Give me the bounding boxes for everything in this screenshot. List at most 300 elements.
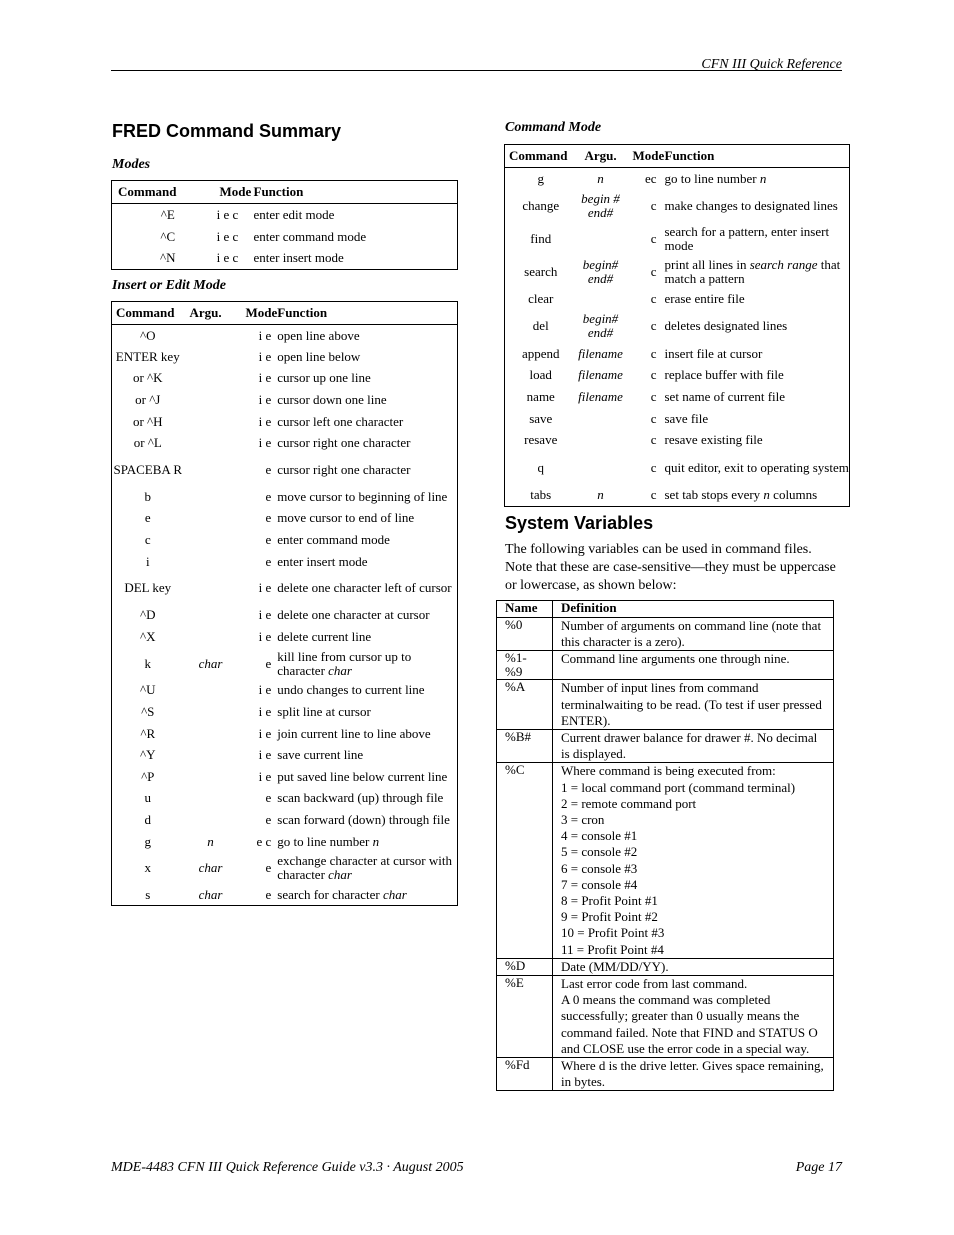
function-cell [277,680,457,702]
function-text: move cursor to beginning of line [277,488,448,504]
argument-cell [577,430,625,452]
function-arg: n [372,833,380,849]
command-cell: tabs [530,486,552,502]
mode-cell: e c [256,833,272,849]
table-row [497,1058,834,1091]
function-cell [277,454,457,486]
command-cell: clear [528,291,554,307]
table-row [112,204,458,226]
function-text: print all lines in [664,256,750,272]
table-row [505,430,850,452]
variable-definition-cell: Last error code from last command. A 0 means the command was completed successfully; greater than 0 usually means the command failed. Note that FIND and STATUS O and CLOSE use the error code in a special way. [553,976,834,1058]
argument-cell [184,788,238,810]
variable-definition-cell: Command line arguments one through nine. [553,651,834,680]
function-cell [665,222,850,255]
mode-cell: i e [258,435,272,451]
argument-cell: char [198,655,223,671]
argument-cell [184,626,238,648]
mode-cell: c [650,291,657,307]
function-cell [277,766,457,788]
command-cell: or ^J [135,392,161,408]
table-row [497,976,834,1058]
variable-definition-cell: Where command is being executed from: 1 = local command port (command terminal) 2 = remote command port 3 = cron 4 = console #1 5 = console #2 6 = console #3 7 = console #4 8 = Profit Point #1 9 = Profit Point #2 10 = Profit Point #3 11 = Profit Point #4 [553,763,834,958]
mode-cell: e [265,655,272,671]
function-cell: enter command mode [253,228,367,244]
function-arg: n [763,486,770,502]
function-cell [277,604,457,626]
mode-cell: e [265,532,272,548]
function-text: scan backward (up) through file [277,790,444,806]
table-row [112,508,458,530]
argument-cell: begin # end# [581,190,620,220]
argument-cell [184,454,238,486]
function-text: kill line from cursor up to character [277,648,412,678]
argument-cell [184,701,238,723]
function-text: set name of current file [664,389,786,405]
table-row [505,365,850,387]
function-text: put saved line below current line [277,768,448,784]
column-header: Argu. [577,145,625,168]
mode-cell: c [650,318,657,334]
argument-cell [577,288,625,310]
function-cell [277,368,457,390]
column-header: Name [497,601,553,618]
function-cell [277,648,457,680]
table-row [112,884,458,906]
function-arg: n [759,170,767,186]
command-cell: d [144,811,151,827]
function-text: join current line to line above [277,725,431,741]
mode-cell: i e c [216,228,239,244]
command-cell: ^U [140,682,156,698]
function-text: cursor down one line [277,392,387,408]
system-variables-title: System Variables [505,513,654,533]
command-cell: save [529,410,553,426]
function-text: move cursor to end of line [277,510,415,526]
table-row [497,763,834,958]
function-text: make changes to designated lines [664,197,838,213]
table-row [112,346,458,368]
function-text: split line at cursor [277,704,371,720]
function-cell [665,255,850,288]
argument-cell: n [597,170,604,186]
argument-cell [184,432,238,454]
mode-cell: i e [258,392,272,408]
mode-cell: i e [258,370,272,386]
system-variables-intro: The following variables can be used in command files. Note that these are case-sensitive—they must be uppercase or lowercase, as shown below: [505,542,836,593]
command-cell: b [144,488,151,504]
column-header: Command [112,181,204,204]
mode-cell: e [265,860,272,876]
table-header-row [505,145,850,168]
mode-cell: i e [258,580,272,596]
command-cell: SPACEBA R [113,462,183,478]
function-text: enter insert mode [277,553,368,569]
argument-cell [184,604,238,626]
argument-cell [184,346,238,368]
column-header: Function [277,302,457,325]
command-cell: ENTER key [115,348,180,364]
column-header: Mode [204,181,252,204]
argument-cell [184,325,238,347]
insert-edit-table [111,301,458,906]
function-text: enter command mode [277,532,390,548]
command-cell: i [145,553,150,569]
variable-name-cell: %D [497,958,553,975]
function-cell [277,389,457,411]
column-header: Function [252,181,458,204]
table-row [112,744,458,766]
command-cell: ^E [160,206,175,222]
command-mode-heading: Command Mode [505,120,602,135]
insert-edit-heading: Insert or Edit Mode [112,278,226,293]
footer-doc-id: MDE-4483 CFN III Quick Reference Guide v3.3 · August 2005 [111,1160,464,1175]
variable-name-cell: %E [497,976,553,1058]
command-cell: ^D [140,607,156,623]
command-cell: u [144,790,151,806]
system-variables-table [496,600,834,1091]
command-cell: s [145,886,151,902]
command-cell: name [526,389,555,405]
mode-cell: e [265,553,272,569]
argument-cell: char [198,886,223,902]
argument-cell [184,744,238,766]
mode-cell: ec [644,170,657,186]
table-row [112,389,458,411]
mode-cell: i e [258,607,272,623]
table-row [497,618,834,651]
function-cell [665,310,850,343]
function-cell [277,432,457,454]
command-cell: change [522,197,560,213]
mode-cell: i e [258,725,272,741]
variable-definition-cell: Number of arguments on command line (note that this character is a zero). [553,618,834,651]
command-cell: ^C [160,228,176,244]
function-text: set tab stops every [664,486,764,502]
argument-cell [184,766,238,788]
table-row [112,604,458,626]
command-cell: search [524,263,558,279]
modes-heading: Modes [112,157,151,172]
table-row [505,168,850,190]
table-row [505,451,850,484]
function-text: cursor up one line [277,370,371,386]
mode-cell: i e [258,413,272,429]
function-cell [277,508,457,530]
column-header: Function [665,145,850,168]
function-text: cursor left one character [277,413,404,429]
function-cell [665,386,850,408]
function-text: replace buffer with file [664,367,784,383]
column-header: Command [505,145,577,168]
command-cell: or ^H [132,413,163,429]
table-row [505,222,850,255]
table-row [112,411,458,433]
mode-cell: i e [258,327,272,343]
command-cell: del [532,318,549,334]
command-cell: e [144,510,151,526]
argument-cell [184,723,238,745]
table-row [497,730,834,763]
column-header: Argu. [184,302,238,325]
function-arg: char [328,662,352,678]
function-text: scan forward (down) through file [277,811,450,827]
argument-cell [184,809,238,831]
command-cell: ^R [140,725,156,741]
function-cell [277,346,457,368]
function-text: quit editor, exit to operating system [664,459,849,475]
table-row [497,680,834,730]
command-cell: append [521,345,560,361]
argument-cell: char [198,860,223,876]
variable-name-cell: %Fd [497,1058,553,1091]
table-header-row [497,601,834,618]
function-cell [665,484,850,506]
argument-cell [184,368,238,390]
variable-definition-cell: Where d is the drive letter. Gives space remaining, in bytes. [553,1058,834,1091]
column-header: Mode [238,302,278,325]
function-text: exchange character at cursor with character [277,853,452,883]
mode-cell: i e [258,747,272,763]
table-row [505,288,850,310]
footer-page-number: Page 17 [795,1160,842,1175]
command-cell: x [144,860,151,876]
table-row [112,325,458,347]
function-cell [277,852,457,884]
argument-cell [184,508,238,530]
variable-definition-cell: Current drawer balance for drawer #. No decimal is displayed. [553,730,834,763]
mode-cell: e [265,790,272,806]
table-row [112,648,458,680]
variable-name-cell: %1- %9 [497,651,553,680]
table-row [505,255,850,288]
table-row [497,958,834,975]
function-text: erase entire file [664,291,745,307]
argument-cell [184,486,238,508]
command-cell: ^S [141,704,155,720]
command-cell: ^P [141,768,155,784]
mode-cell: i e [258,704,272,720]
function-cell [665,451,850,484]
function-cell [665,408,850,430]
variable-definition-cell: Date (MM/DD/YY). [553,958,834,975]
table-row [505,310,850,343]
mode-cell: i e [258,682,272,698]
argument-cell: filename [578,389,623,405]
function-cell [277,486,457,508]
table-row [112,852,458,884]
function-cell [277,551,457,573]
function-arg: char [328,867,352,883]
function-cell: enter insert mode [253,250,344,266]
command-cell: q [537,459,544,475]
function-arg: char [383,886,407,902]
mode-cell: c [650,410,657,426]
argument-cell: filename [578,345,623,361]
command-cell: ^X [140,628,156,644]
table-row [112,701,458,723]
function-text: resave existing file [664,432,763,448]
argument-cell: n [597,486,604,502]
function-cell: enter edit mode [253,206,335,222]
function-cell [665,168,850,190]
function-cell [277,744,457,766]
function-cell [665,189,850,222]
mode-cell: e [265,462,272,478]
function-text: save file [664,410,709,426]
function-text: cursor right one character [277,462,411,478]
mode-cell: c [650,345,657,361]
mode-cell: c [650,197,657,213]
function-text: open line below [277,348,361,364]
table-row [112,368,458,390]
mode-cell: i e [258,768,272,784]
function-cell [665,430,850,452]
table-row [112,723,458,745]
function-text: delete current line [277,628,372,644]
table-row [112,454,458,486]
function-text: that match a pattern [664,256,841,286]
function-text: delete one character at cursor [277,607,430,623]
table-row [112,788,458,810]
function-cell [277,809,457,831]
table-row [505,408,850,430]
table-row [505,484,850,506]
mode-cell: e [265,811,272,827]
mode-cell: c [650,459,657,475]
table-row [505,189,850,222]
command-cell: DEL key [124,580,172,596]
mode-cell: i e [258,348,272,364]
argument-cell [184,551,238,573]
function-text: open line above [277,327,360,343]
function-text: deletes designated lines [664,318,788,334]
command-cell: find [530,230,552,246]
table-row [497,651,834,680]
mode-cell: e [265,488,272,504]
function-text: insert file at cursor [664,345,763,361]
table-row [112,626,458,648]
argument-cell [184,680,238,702]
function-text: search for a pattern, enter insert mode [664,223,830,253]
mode-cell: c [650,263,657,279]
function-cell [665,365,850,387]
table-row [112,226,458,248]
function-cell [277,884,457,906]
argument-cell [577,222,625,255]
command-cell: or ^L [133,435,162,451]
table-row [505,343,850,365]
column-header: Definition [553,601,834,618]
function-arg: search range [749,256,818,272]
variable-name-cell: %0 [497,618,553,651]
command-cell: ^O [140,327,156,343]
argument-cell [184,529,238,551]
mode-cell: c [650,432,657,448]
mode-cell: e [265,886,272,902]
argument-cell [577,451,625,484]
function-cell [277,723,457,745]
function-cell [277,411,457,433]
argument-cell: begin# end# [582,256,619,286]
function-text: go to line number [277,833,373,849]
command-cell: g [144,833,151,849]
command-cell: ^Y [140,747,156,763]
function-text: search for character [277,886,384,902]
function-text: undo changes to current line [277,682,425,698]
modes-table [111,180,458,270]
table-header-row [112,181,458,204]
column-header: Mode [625,145,665,168]
table-row [112,529,458,551]
command-cell: g [537,170,544,186]
command-cell: load [529,367,552,383]
variable-name-cell: %A [497,680,553,730]
table-row [112,809,458,831]
mode-cell: i e c [216,250,239,266]
function-text: columns [769,486,818,502]
function-cell [277,788,457,810]
argument-cell: begin# end# [582,311,619,341]
mode-cell: c [650,486,657,502]
column-header: Command [112,302,184,325]
command-cell: or ^K [132,370,163,386]
function-text: save current line [277,747,364,763]
mode-cell: e [265,510,272,526]
table-row [112,432,458,454]
command-cell: c [144,532,151,548]
function-cell [277,572,457,604]
function-cell [277,325,457,347]
command-cell: ^N [160,250,176,266]
argument-cell [184,411,238,433]
table-row [112,551,458,573]
table-row [505,386,850,408]
function-cell [665,343,850,365]
function-cell [277,701,457,723]
mode-cell: c [650,389,657,405]
variable-name-cell: %B# [497,730,553,763]
argument-cell [577,408,625,430]
argument-cell [184,389,238,411]
variable-definition-cell: Number of input lines from command terminalwaiting to be read. (To test if user pressed ENTER). [553,680,834,730]
mode-cell: c [650,367,657,383]
function-cell [277,529,457,551]
function-cell [277,626,457,648]
page-title: FRED Command Summary [112,121,342,141]
running-title: CFN III Quick Reference [701,57,842,72]
function-cell [277,831,457,853]
table-row [112,248,458,270]
function-text: delete one character left of cursor [277,580,452,596]
table-row [112,572,458,604]
command-cell: k [144,655,151,671]
table-row [112,831,458,853]
variable-name-cell: %C [497,763,553,958]
mode-cell: c [650,230,657,246]
argument-cell: n [207,833,214,849]
function-text: go to line number [664,170,760,186]
command-cell: resave [524,432,558,448]
mode-cell: i e c [216,206,239,222]
table-row [112,486,458,508]
command-mode-table [504,144,850,507]
table-row [112,766,458,788]
table-header-row [112,302,458,325]
function-cell [665,288,850,310]
function-text: cursor right one character [277,435,411,451]
mode-cell: i e [258,628,272,644]
